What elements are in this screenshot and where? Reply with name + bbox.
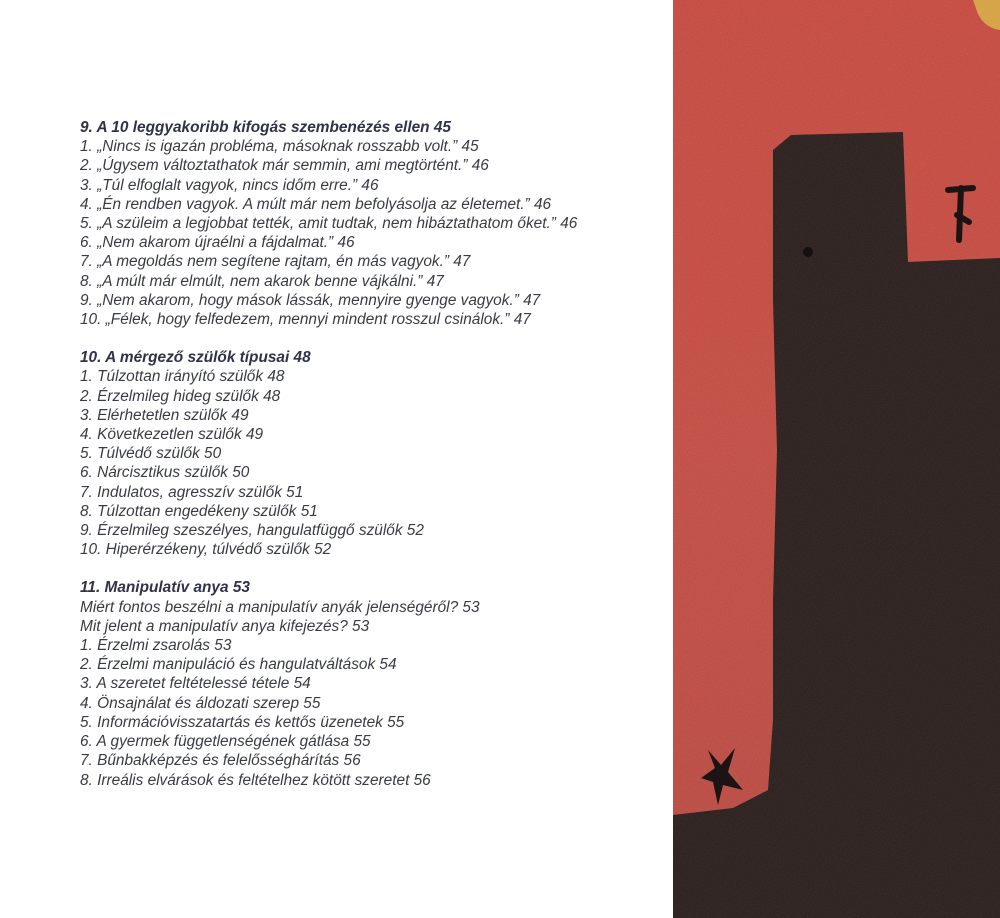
toc-entry: 5. Információvisszatartás és kettős üzenetek 55	[80, 713, 405, 731]
toc-entry: 6. „Nem akarom újraélni a fájdalmat.” 46	[80, 234, 355, 252]
toc-section-9	[80, 118, 660, 329]
toc-entry: 8. Irreális elvárások és feltételhez kötött szeretet 56	[80, 771, 431, 789]
toc-entry: 4. „Én rendben vagyok. A múlt már nem befolyásolja az életemet.” 46	[80, 195, 552, 213]
toc-entry: 8. Túlzottan engedékeny szülők 51	[80, 502, 318, 520]
toc-entry: 8. „A múlt már elmúlt, nem akarok benne vájkálni.” 47	[80, 272, 444, 290]
toc-entry: 10. „Félek, hogy felfedezem, mennyi mindent rosszul csinálok.” 47	[80, 311, 531, 329]
section-title: 10. A mérgező szülők típusai 48	[80, 349, 311, 367]
toc-entry: 1. Túlzottan irányító szülők 48	[80, 368, 285, 386]
illustration-panel	[673, 0, 1000, 918]
castle-illustration	[673, 0, 1000, 918]
toc-entry: 1. Érzelmi zsarolás 53	[80, 637, 232, 655]
toc-entry: 7. „A megoldás nem segítene rajtam, én más vagyok.” 47	[80, 253, 471, 271]
toc-entry: 6. A gyermek függetlenségének gátlása 55	[80, 733, 371, 751]
toc-entry: 3. Elérhetetlen szülők 49	[80, 406, 249, 424]
toc-section-10	[80, 348, 660, 559]
toc-entry: 7. Bűnbakképzés és felelősséghárítás 56	[80, 752, 361, 770]
toc-entry: 7. Indulatos, agresszív szülők 51	[80, 483, 304, 501]
toc-entry: 9. „Nem akarom, hogy mások lássák, mennyire gyenge vagyok.” 47	[80, 291, 541, 309]
window-dot	[803, 247, 813, 257]
toc-entry: 4. Önsajnálat és áldozati szerep 55	[80, 694, 321, 712]
toc-entry: 2. „Úgysem változtathatok már semmin, ami megtörtént.” 46	[80, 157, 489, 175]
section-title: 9. A 10 leggyakoribb kifogás szembenézés ellen 45	[80, 119, 451, 136]
table-of-contents	[80, 118, 660, 809]
toc-entry: Mit jelent a manipulatív anya kifejezés? 53	[80, 617, 370, 635]
toc-entry: 5. „A szüleim a legjobbat tették, amit tudtak, nem hibáztathatom őket.” 46	[80, 215, 578, 233]
toc-entry: 10. Hiperérzékeny, túlvédő szülők 52	[80, 541, 332, 559]
toc-entry: 3. „Túl elfoglalt vagyok, nincs időm erre.” 46	[80, 176, 379, 194]
toc-entry: 2. Érzelmileg hideg szülők 48	[80, 387, 281, 405]
toc-entry: 6. Nárcisztikus szülők 50	[80, 464, 250, 482]
toc-entry: 1. „Nincs is igazán probléma, másoknak rosszabb volt.” 45	[80, 138, 479, 156]
section-title: 11. Manipulatív anya 53	[80, 579, 250, 597]
toc-entry: 5. Túlvédő szülők 50	[80, 445, 222, 463]
toc-entry: 4. Következetlen szülők 49	[80, 426, 264, 444]
toc-section-11	[80, 578, 660, 789]
toc-entry: 9. Érzelmileg szeszélyes, hangulatfüggő szülők 52	[80, 522, 424, 540]
toc-entry: 3. A szeretet feltételessé tétele 54	[80, 675, 311, 693]
toc-entry: Miért fontos beszélni a manipulatív anyák jelenségéről? 53	[80, 598, 480, 616]
toc-entry: 2. Érzelmi manipuláció és hangulatváltások 54	[80, 656, 397, 674]
